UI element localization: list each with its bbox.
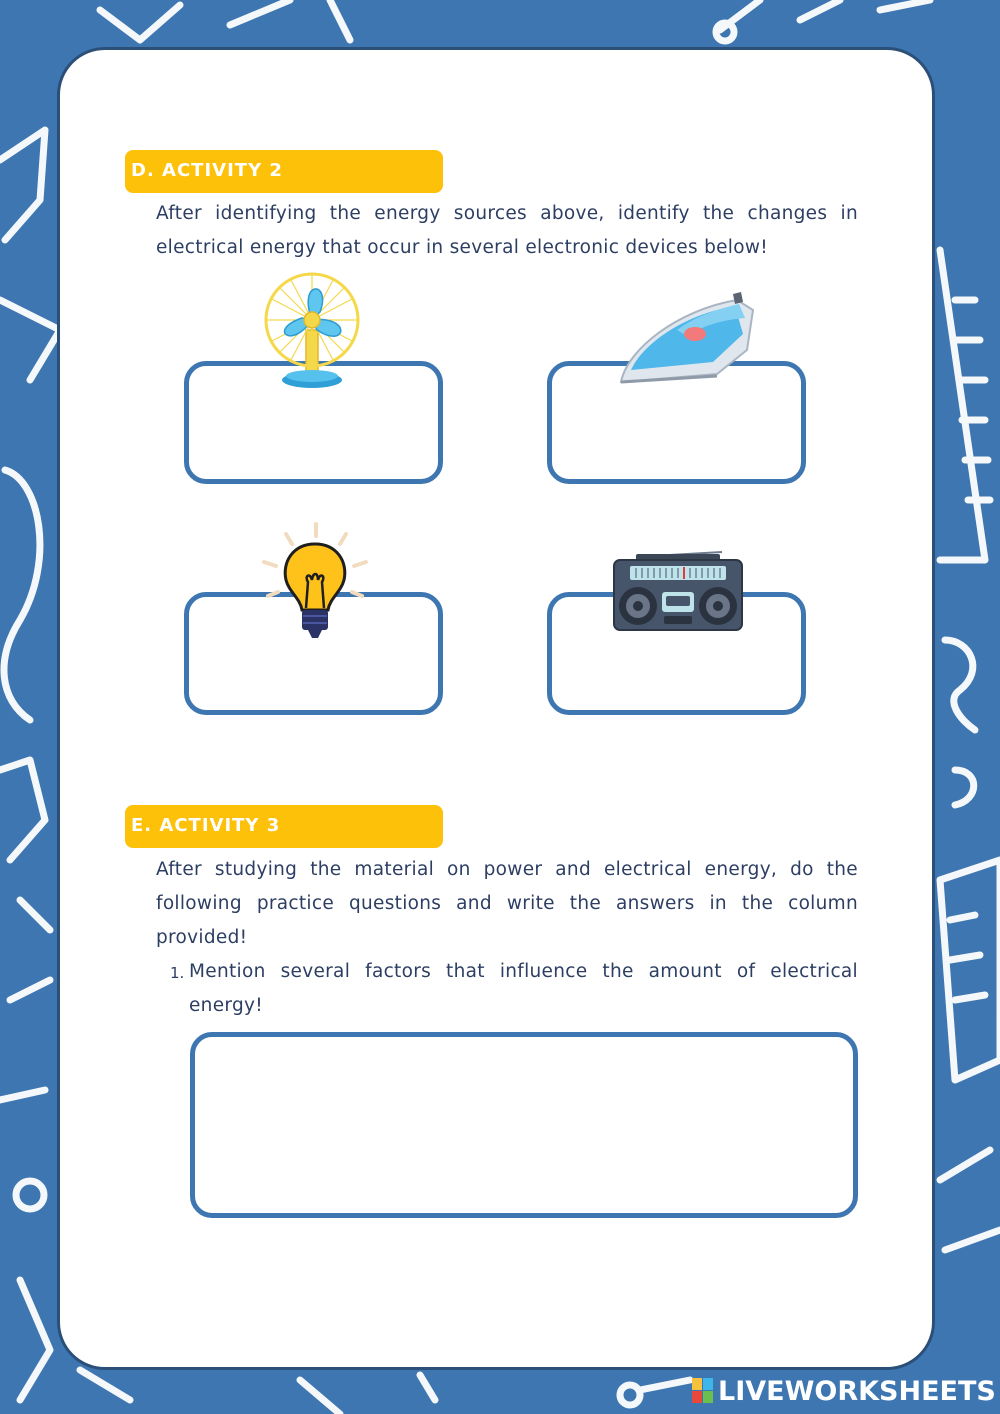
activity-3-title: E. ACTIVITY 3 — [131, 815, 281, 836]
activity-3-instructions: After studying the material on power and electrical energy, do the following practice questions and write the answers in the column provided! — [156, 859, 858, 948]
activity-2-instructions: After identifying the energy sources above, identify the changes in electrical energy that occur in several electronic devices below! — [156, 203, 858, 258]
fan-icon — [262, 270, 362, 392]
iron-icon — [617, 290, 757, 390]
liveworksheets-logo-icon — [692, 1378, 714, 1404]
light-bulb-icon — [258, 520, 368, 642]
activity-2-banner — [125, 150, 443, 193]
question-1-number: 1. — [170, 964, 185, 982]
activity-2-title: D. ACTIVITY 2 — [131, 160, 283, 181]
liveworksheets-brand-text: LIVEWORKSHEETS — [718, 1375, 996, 1407]
radio-icon — [612, 550, 744, 632]
question-1-answer-box[interactable] — [190, 1032, 858, 1218]
liveworksheets-logo — [692, 1376, 996, 1406]
activity-3-banner — [125, 805, 443, 848]
question-1-text: Mention several factors that influence the amount of electrical energy! — [189, 961, 858, 1016]
